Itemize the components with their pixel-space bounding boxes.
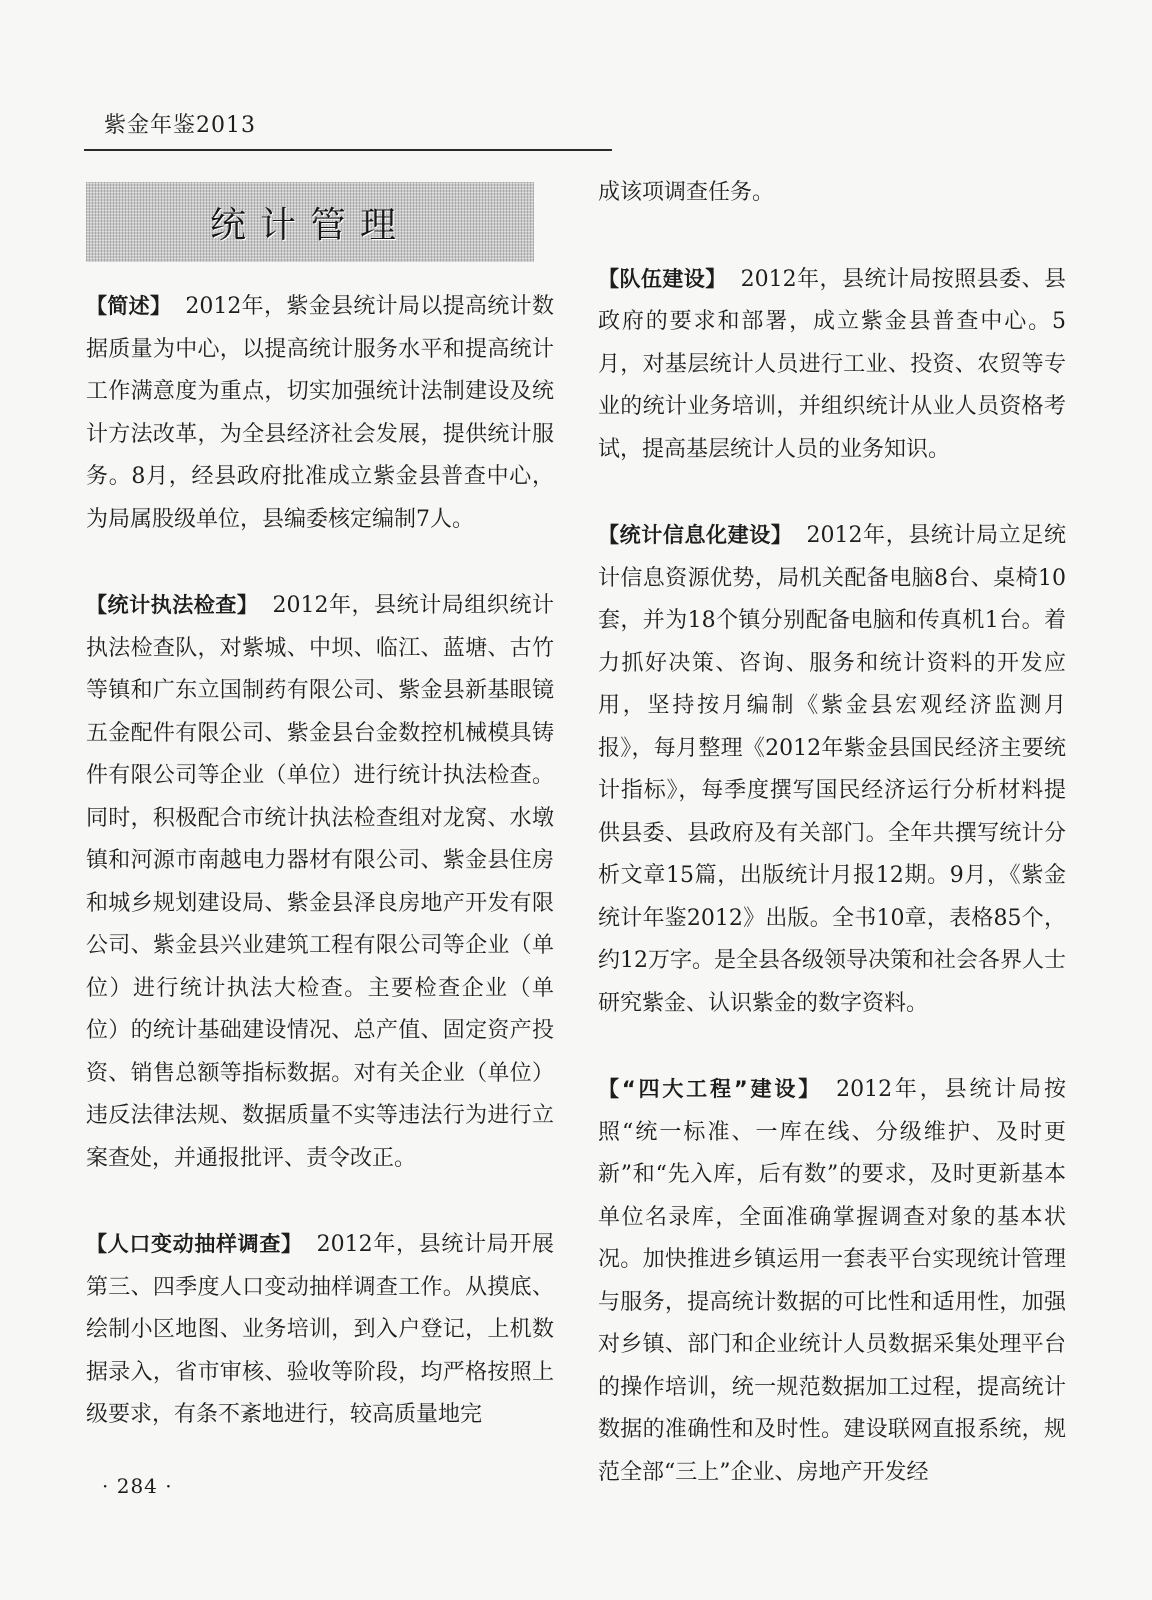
- chapter-title: 统计管理: [209, 204, 410, 246]
- section-law-enforcement: [86, 584, 554, 1180]
- left-column: [86, 285, 554, 1480]
- section-heading: 【队伍建设】: [598, 266, 727, 291]
- section-body: 2012年，县统计局开展第三、四季度人口变动抽样调查工作。从摸底、绘制小区地图、业务培训，到入户登记，上机数据录入，省市审核、验收等阶段，均严格按照上级要求，有条不紊地进行，较高质量地完: [86, 1232, 554, 1427]
- section-body: 2012年，县统计局按照“统一标准、一库在线、分级维护、及时更新”和“先入库，后有数”的要求，及时更新基本单位名录库，全面准确掌握调查对象的基本状况。加快推进乡镇运用一套表平台实现统计管理与服务，提高统计数据的可比性和适用性，加强对乡镇、部门和企业统计人员数据采集处理平台的操作培训，统一规范数据加工过程，提高统计数据的准确性和及时性。建设联网直报系统，规范全部“三上”企业、房地产开发经: [598, 1077, 1066, 1485]
- chapter-title-box: [86, 182, 534, 262]
- section-heading: 【统计执法检查】: [86, 593, 259, 617]
- section-body: 2012年，县统计局组织统计执法检查队，对紫城、中坝、临江、蓝塘、古竹等镇和广东立国制药有限公司、紫金县新基眼镜五金配件有限公司、紫金县台金数控机械模具铸件有限公司等企业（单位）进行统计执法检查。同时，积极配合市统计执法检查组对龙窝、水墩镇和河源市南越电力器材有限公司、紫金县住房和城乡规划建设局、紫金县泽良房地产开发有限公司、紫金县兴业建筑工程有限公司等企业（单位）进行统计执法大检查。主要检查企业（单位）的统计基础建设情况、总产值、固定资产投资、销售总额等指标数据。对有关企业（单位）违反法律法规、数据质量不实等违法行为进行立案查处，并通报批评、责令改正。: [86, 593, 554, 1171]
- section-body: 2012年，县统计局按照县委、县政府的要求和部署，成立紫金县普查中心。5月，对基层统计人员进行工业、投资、农贸等专业的统计业务培训，并组织统计从业人员资格考试，提高基层统计人员的业务知识。: [598, 266, 1066, 462]
- section-heading: 【人口变动抽样调查】: [86, 1232, 303, 1256]
- section-body: 2012年，紫金县统计局以提高统计数据质量为中心，以提高统计服务水平和提高统计工作满意度为重点，切实加强统计法制建设及统计方法改革，为全县经济社会发展，提供统计服务。8月，经县政府批准成立紫金县普查中心，为局属股级单位，县编委核定编制7人。: [86, 294, 554, 532]
- section-four-projects: [598, 1068, 1066, 1494]
- section-heading: 【简述】: [86, 294, 172, 318]
- page-number: · 284 ·: [102, 1474, 173, 1498]
- section-population-survey: [86, 1223, 554, 1437]
- header-rule: [84, 149, 612, 151]
- section-body: 成该项调查任务。: [598, 180, 775, 205]
- section-body: 2012年，县统计局立足统计信息资源优势，局机关配备电脑8台、桌椅10套，并为18个镇分别配备电脑和传真机1台。着力抓好决策、咨询、服务和统计资料的开发应用，坚持按月编制《紫金县宏观经济监测月报》，每月整理《2012年紫金县国民经济主要统计指标》，每季度撰写国民经济运行分析材料提供县委、县政府及有关部门。全年共撰写统计分析文章15篇，出版统计月报12期。9月，《紫金统计年鉴2012》出版。全书10章，表格85个，约12万字。是全县各级领导决策和社会各界人士研究紫金、认识紫金的数字资料。: [598, 523, 1066, 1016]
- section-heading: 【“四大工程”建设】: [598, 1077, 823, 1101]
- section-continuation: [598, 172, 1066, 215]
- section-overview: [86, 285, 554, 541]
- right-column: [598, 172, 1066, 1537]
- running-head: 紫金年鉴2013: [104, 113, 256, 138]
- section-heading: 【统计信息化建设】: [598, 523, 793, 547]
- section-informatization: [598, 514, 1066, 1025]
- section-team-building: [598, 258, 1066, 472]
